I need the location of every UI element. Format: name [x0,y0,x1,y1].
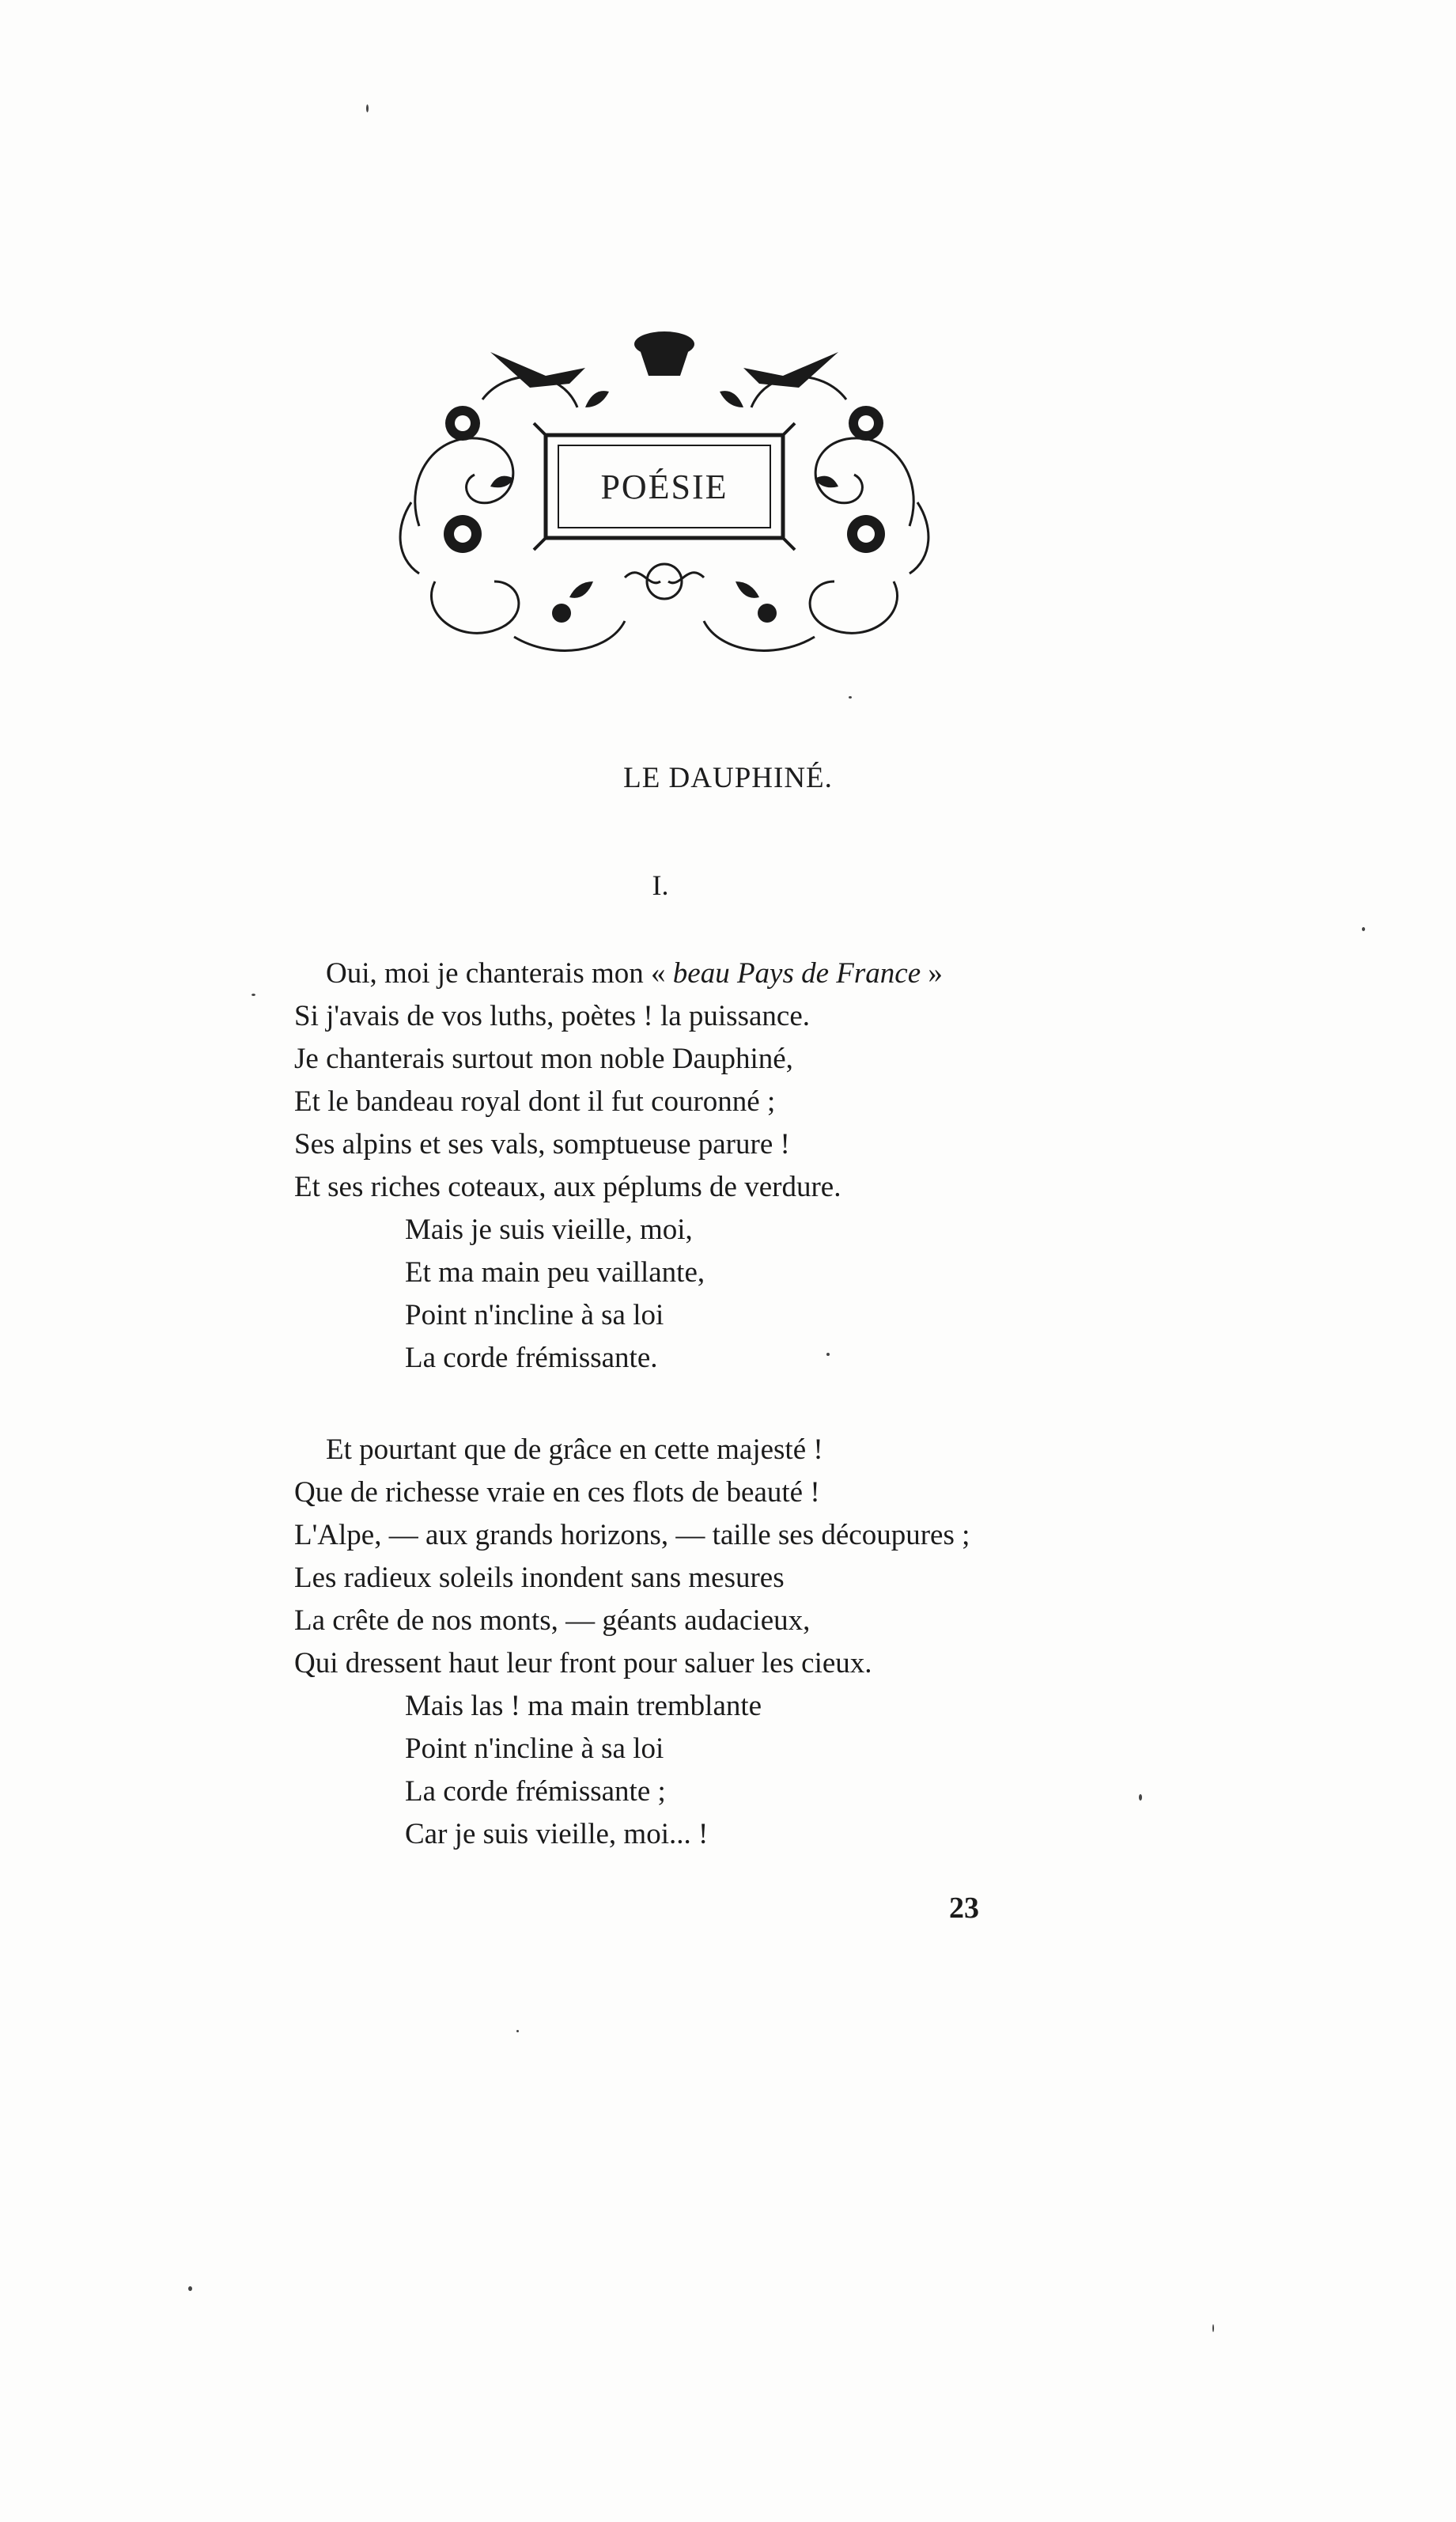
verse-line: La crête de nos monts, — géants audacieux, [294,1604,811,1637]
verse-line: Et ses riches coteaux, aux péplums de verdure. [294,1171,841,1203]
scan-speck [826,1353,830,1356]
verse-line: Et pourtant que de grâce en cette majesté ! [326,1433,823,1466]
verse-line: Les radieux soleils inondent sans mesures [294,1562,785,1594]
scan-speck [188,2286,192,2291]
scan-speck [1362,927,1365,931]
verse-italic-text: beau Pays de France [672,957,921,990]
page-number: 23 [949,1892,979,1925]
verse-line: Point n'incline à sa loi [405,1299,664,1331]
scan-speck [251,994,255,996]
scan-speck [516,2030,519,2032]
verse-line: Mais las ! ma main tremblante [405,1690,762,1722]
scan-speck [1212,2324,1214,2332]
verse-line: Ses alpins et ses vals, somptueuse parure ! [294,1128,790,1161]
verse-line: Point n'incline à sa loi [405,1732,664,1765]
poem-title: LE DAUPHINÉ. [623,762,833,794]
verse-line: La corde frémissante. [405,1342,658,1374]
verse-line: La corde frémissante ; [405,1775,666,1808]
verse-text: Oui, moi je chanterais mon « [326,957,673,990]
poesie-ornament [388,320,941,661]
verse-line: Et ma main peu vaillante, [405,1256,705,1289]
verse-line: Car je suis vieille, moi... ! [405,1818,709,1850]
verse-line: Et le bandeau royal dont il fut couronné ; [294,1085,776,1118]
verse-line: Je chanterais surtout mon noble Dauphiné, [294,1043,793,1075]
verse-line: Mais je suis vieille, moi, [405,1214,693,1246]
verse-line: Qui dressent haut leur front pour saluer les cieux. [294,1647,872,1679]
ornament-label: POÉSIE [600,467,728,506]
scan-speck [366,104,369,112]
section-number: I. [652,869,669,901]
verse-text: » [921,957,943,990]
verse-line: Que de richesse vraie en ces flots de beauté ! [294,1476,820,1509]
verse-line [326,959,943,988]
verse-line: Si j'avais de vos luths, poètes ! la puissance. [294,1000,810,1032]
scan-speck [849,696,852,699]
verse-line: L'Alpe, — aux grands horizons, — taille ses découpures ; [294,1519,970,1551]
scan-speck [1139,1794,1142,1801]
